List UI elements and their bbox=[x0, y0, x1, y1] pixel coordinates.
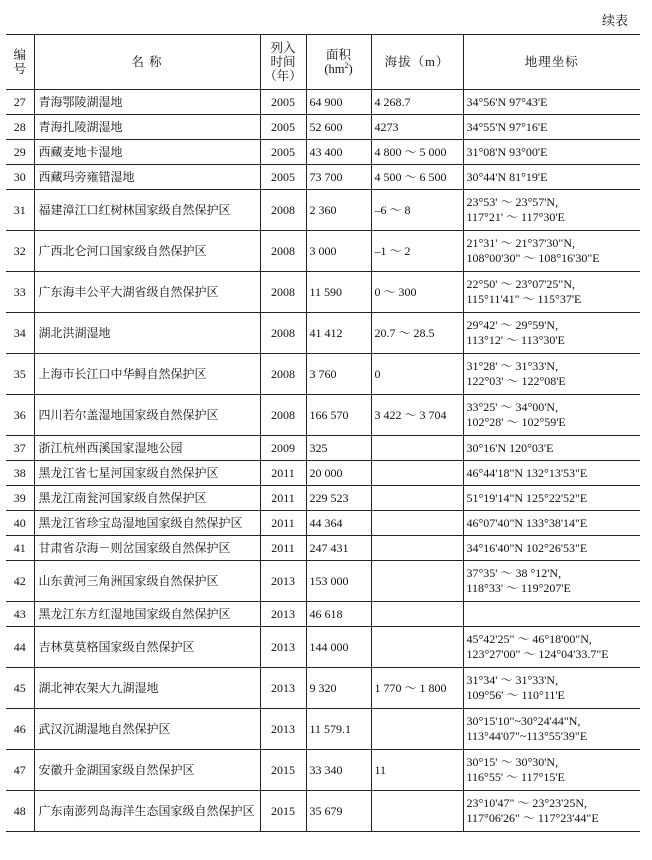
row-area: 41 412 bbox=[306, 313, 371, 354]
row-altitude bbox=[371, 436, 463, 461]
row-name: 西藏麦地卡湿地 bbox=[34, 140, 260, 165]
row-num: 32 bbox=[6, 231, 34, 272]
row-year: 2015 bbox=[260, 791, 306, 832]
row-altitude: 0 bbox=[371, 354, 463, 395]
row-year: 2005 bbox=[260, 115, 306, 140]
row-num: 40 bbox=[6, 511, 34, 536]
row-area: 2 360 bbox=[306, 190, 371, 231]
header-row bbox=[6, 35, 640, 90]
row-area: 11 579.1 bbox=[306, 709, 371, 750]
row-num: 36 bbox=[6, 395, 34, 436]
table-row bbox=[6, 561, 640, 602]
row-area: 3 760 bbox=[306, 354, 371, 395]
row-year: 2005 bbox=[260, 165, 306, 190]
table-row bbox=[6, 436, 640, 461]
row-year: 2013 bbox=[260, 602, 306, 627]
table-row bbox=[6, 602, 640, 627]
row-name: 广西北仑河口国家级自然保护区 bbox=[34, 231, 260, 272]
row-name: 湖北洪湖湿地 bbox=[34, 313, 260, 354]
row-coords: 37°35' ～ 38 °12'N, 118°33' ～ 119°207'E bbox=[463, 561, 640, 602]
table-row bbox=[6, 461, 640, 486]
row-name: 广东海丰公平大湖省级自然保护区 bbox=[34, 272, 260, 313]
row-year: 2008 bbox=[260, 395, 306, 436]
header-name: 名 称 bbox=[34, 35, 260, 90]
row-num: 38 bbox=[6, 461, 34, 486]
row-area: 229 523 bbox=[306, 486, 371, 511]
row-year: 2011 bbox=[260, 536, 306, 561]
row-year: 2008 bbox=[260, 354, 306, 395]
row-num: 28 bbox=[6, 115, 34, 140]
row-coords: 30°44'N 81°19'E bbox=[463, 165, 640, 190]
row-coords: 23°10'47" ～ 23°23'25N, 117°06'26" ～ 117°23'44"E bbox=[463, 791, 640, 832]
header-num: 编 号 bbox=[6, 35, 34, 90]
row-area: 3 000 bbox=[306, 231, 371, 272]
row-area: 144 000 bbox=[306, 627, 371, 668]
row-year: 2005 bbox=[260, 90, 306, 115]
row-altitude bbox=[371, 561, 463, 602]
row-altitude: 4 500 ～ 6 500 bbox=[371, 165, 463, 190]
row-name: 黑龙江南瓮河国家级自然保护区 bbox=[34, 486, 260, 511]
row-altitude bbox=[371, 709, 463, 750]
row-name: 福建漳江口红树林国家级自然保护区 bbox=[34, 190, 260, 231]
row-coords: 33°25' ～ 34°00'N, 102°28' ～ 102°59'E bbox=[463, 395, 640, 436]
row-altitude: –6 ～ 8 bbox=[371, 190, 463, 231]
row-year: 2015 bbox=[260, 750, 306, 791]
table-row bbox=[6, 750, 640, 791]
row-coords: 22°50' ～ 23°07'25"N, 115°11'41" ～ 115°37'E bbox=[463, 272, 640, 313]
table-row bbox=[6, 627, 640, 668]
row-area: 325 bbox=[306, 436, 371, 461]
header-year: 列入 时间 （年） bbox=[260, 35, 306, 90]
row-altitude: 4 268.7 bbox=[371, 90, 463, 115]
row-name: 黑龙江东方红湿地国家级自然保护区 bbox=[34, 602, 260, 627]
row-altitude: 11 bbox=[371, 750, 463, 791]
row-altitude: 4 800 ～ 5 000 bbox=[371, 140, 463, 165]
row-coords: 34°55'N 97°16'E bbox=[463, 115, 640, 140]
row-year: 2009 bbox=[260, 436, 306, 461]
row-num: 43 bbox=[6, 602, 34, 627]
row-num: 34 bbox=[6, 313, 34, 354]
row-area: 46 618 bbox=[306, 602, 371, 627]
row-area: 11 590 bbox=[306, 272, 371, 313]
table-row bbox=[6, 140, 640, 165]
row-altitude: 3 422 ～ 3 704 bbox=[371, 395, 463, 436]
row-year: 2011 bbox=[260, 486, 306, 511]
row-altitude bbox=[371, 511, 463, 536]
row-coords: 29°42' ～ 29°59'N, 113°12' ～ 113°30'E bbox=[463, 313, 640, 354]
table-row bbox=[6, 165, 640, 190]
row-name: 广东南澎列岛海洋生态国家级自然保护区 bbox=[34, 791, 260, 832]
row-altitude bbox=[371, 461, 463, 486]
row-coords: 46°44'18"N 132°13'53"E bbox=[463, 461, 640, 486]
table-row bbox=[6, 190, 640, 231]
row-num: 37 bbox=[6, 436, 34, 461]
row-altitude bbox=[371, 486, 463, 511]
row-name: 浙江杭州西溪国家湿地公园 bbox=[34, 436, 260, 461]
row-area: 33 340 bbox=[306, 750, 371, 791]
row-num: 42 bbox=[6, 561, 34, 602]
row-name: 吉林莫莫格国家级自然保护区 bbox=[34, 627, 260, 668]
table-row bbox=[6, 668, 640, 709]
row-num: 35 bbox=[6, 354, 34, 395]
row-year: 2005 bbox=[260, 140, 306, 165]
row-altitude: 4273 bbox=[371, 115, 463, 140]
header-altitude: 海拔（m） bbox=[371, 35, 463, 90]
table-row bbox=[6, 313, 640, 354]
row-area: 153 000 bbox=[306, 561, 371, 602]
table-row bbox=[6, 791, 640, 832]
row-num: 39 bbox=[6, 486, 34, 511]
row-coords: 21°31' ～ 21°37'30"N, 108°00'30" ～ 108°16'30"E bbox=[463, 231, 640, 272]
row-name: 湖北神农架大九湖湿地 bbox=[34, 668, 260, 709]
table-row bbox=[6, 536, 640, 561]
row-name: 黑龙江省珍宝岛湿地国家级自然保护区 bbox=[34, 511, 260, 536]
table-row bbox=[6, 231, 640, 272]
row-coords: 34°16'40"N 102°26'53"E bbox=[463, 536, 640, 561]
row-year: 2011 bbox=[260, 511, 306, 536]
row-area: 64 900 bbox=[306, 90, 371, 115]
row-year: 2008 bbox=[260, 313, 306, 354]
table-row bbox=[6, 115, 640, 140]
row-num: 48 bbox=[6, 791, 34, 832]
row-year: 2013 bbox=[260, 561, 306, 602]
row-year: 2013 bbox=[260, 709, 306, 750]
row-num: 29 bbox=[6, 140, 34, 165]
table-row bbox=[6, 486, 640, 511]
row-coords: 23°53' ～ 23°57'N, 117°21' ～ 117°30'E bbox=[463, 190, 640, 231]
row-coords: 31°34' ～ 31°33'N, 109°56' ～ 110°11'E bbox=[463, 668, 640, 709]
row-coords: 31°08'N 93°00'E bbox=[463, 140, 640, 165]
table-row bbox=[6, 272, 640, 313]
row-area: 20 000 bbox=[306, 461, 371, 486]
row-num: 45 bbox=[6, 668, 34, 709]
row-year: 2013 bbox=[260, 627, 306, 668]
row-num: 31 bbox=[6, 190, 34, 231]
row-area: 43 400 bbox=[306, 140, 371, 165]
continued-label: 续表 bbox=[601, 13, 628, 28]
row-area: 166 570 bbox=[306, 395, 371, 436]
row-altitude bbox=[371, 602, 463, 627]
header-area: 面积 $(hm^2)$ bbox=[306, 35, 371, 90]
row-name: 黑龙江省七星河国家级自然保护区 bbox=[34, 461, 260, 486]
row-coords: 30°15'10"~30°24'44"N, 113°44'07"~113°55'39"E bbox=[463, 709, 640, 750]
row-area: 35 679 bbox=[306, 791, 371, 832]
row-name: 西藏玛旁雍错湿地 bbox=[34, 165, 260, 190]
row-num: 27 bbox=[6, 90, 34, 115]
row-coords: 34°56'N 97°43'E bbox=[463, 90, 640, 115]
row-num: 46 bbox=[6, 709, 34, 750]
wetland-table bbox=[6, 34, 640, 832]
row-altitude: 0 ～ 300 bbox=[371, 272, 463, 313]
table-row bbox=[6, 395, 640, 436]
row-year: 2013 bbox=[260, 668, 306, 709]
row-coords: 51°19'14"N 125°22'52"E bbox=[463, 486, 640, 511]
row-coords: 30°16'N 120°03'E bbox=[463, 436, 640, 461]
row-altitude: 1 770 ～ 1 800 bbox=[371, 668, 463, 709]
row-name: 甘肃省尕海－则岔国家级自然保护区 bbox=[34, 536, 260, 561]
header-coords: 地理坐标 bbox=[463, 35, 640, 90]
row-altitude bbox=[371, 536, 463, 561]
row-coords: 30°15' ～ 30°30'N, 116°55' ～ 117°15'E bbox=[463, 750, 640, 791]
row-altitude bbox=[371, 627, 463, 668]
row-year: 2008 bbox=[260, 190, 306, 231]
row-num: 41 bbox=[6, 536, 34, 561]
row-altitude bbox=[371, 791, 463, 832]
row-altitude: 20.7 ～ 28.5 bbox=[371, 313, 463, 354]
row-num: 47 bbox=[6, 750, 34, 791]
row-name: 上海市长江口中华鲟自然保护区 bbox=[34, 354, 260, 395]
row-name: 四川若尔盖湿地国家级自然保护区 bbox=[34, 395, 260, 436]
row-name: 青海鄂陵湖湿地 bbox=[34, 90, 260, 115]
row-year: 2008 bbox=[260, 231, 306, 272]
table-row bbox=[6, 90, 640, 115]
row-coords bbox=[463, 602, 640, 627]
row-area: 73 700 bbox=[306, 165, 371, 190]
row-name: 安徽升金湖国家级自然保护区 bbox=[34, 750, 260, 791]
row-area: 44 364 bbox=[306, 511, 371, 536]
row-name: 山东黄河三角洲国家级自然保护区 bbox=[34, 561, 260, 602]
table-row bbox=[6, 511, 640, 536]
row-area: 9 320 bbox=[306, 668, 371, 709]
row-altitude: –1 ～ 2 bbox=[371, 231, 463, 272]
row-name: 武汉沉湖湿地自然保护区 bbox=[34, 709, 260, 750]
table-row bbox=[6, 354, 640, 395]
row-coords: 46°07'40"N 133°38'14"E bbox=[463, 511, 640, 536]
row-year: 2011 bbox=[260, 461, 306, 486]
row-num: 33 bbox=[6, 272, 34, 313]
row-num: 30 bbox=[6, 165, 34, 190]
table-row bbox=[6, 709, 640, 750]
row-area: 247 431 bbox=[306, 536, 371, 561]
row-year: 2008 bbox=[260, 272, 306, 313]
row-area: 52 600 bbox=[306, 115, 371, 140]
row-num: 44 bbox=[6, 627, 34, 668]
row-coords: 45°42'25" ～ 46°18'00"N, 123°27'00" ～ 124°04'33.7"E bbox=[463, 627, 640, 668]
row-coords: 31°28' ～ 31°33'N, 122°03' ～ 122°08'E bbox=[463, 354, 640, 395]
row-name: 青海扎陵湖湿地 bbox=[34, 115, 260, 140]
